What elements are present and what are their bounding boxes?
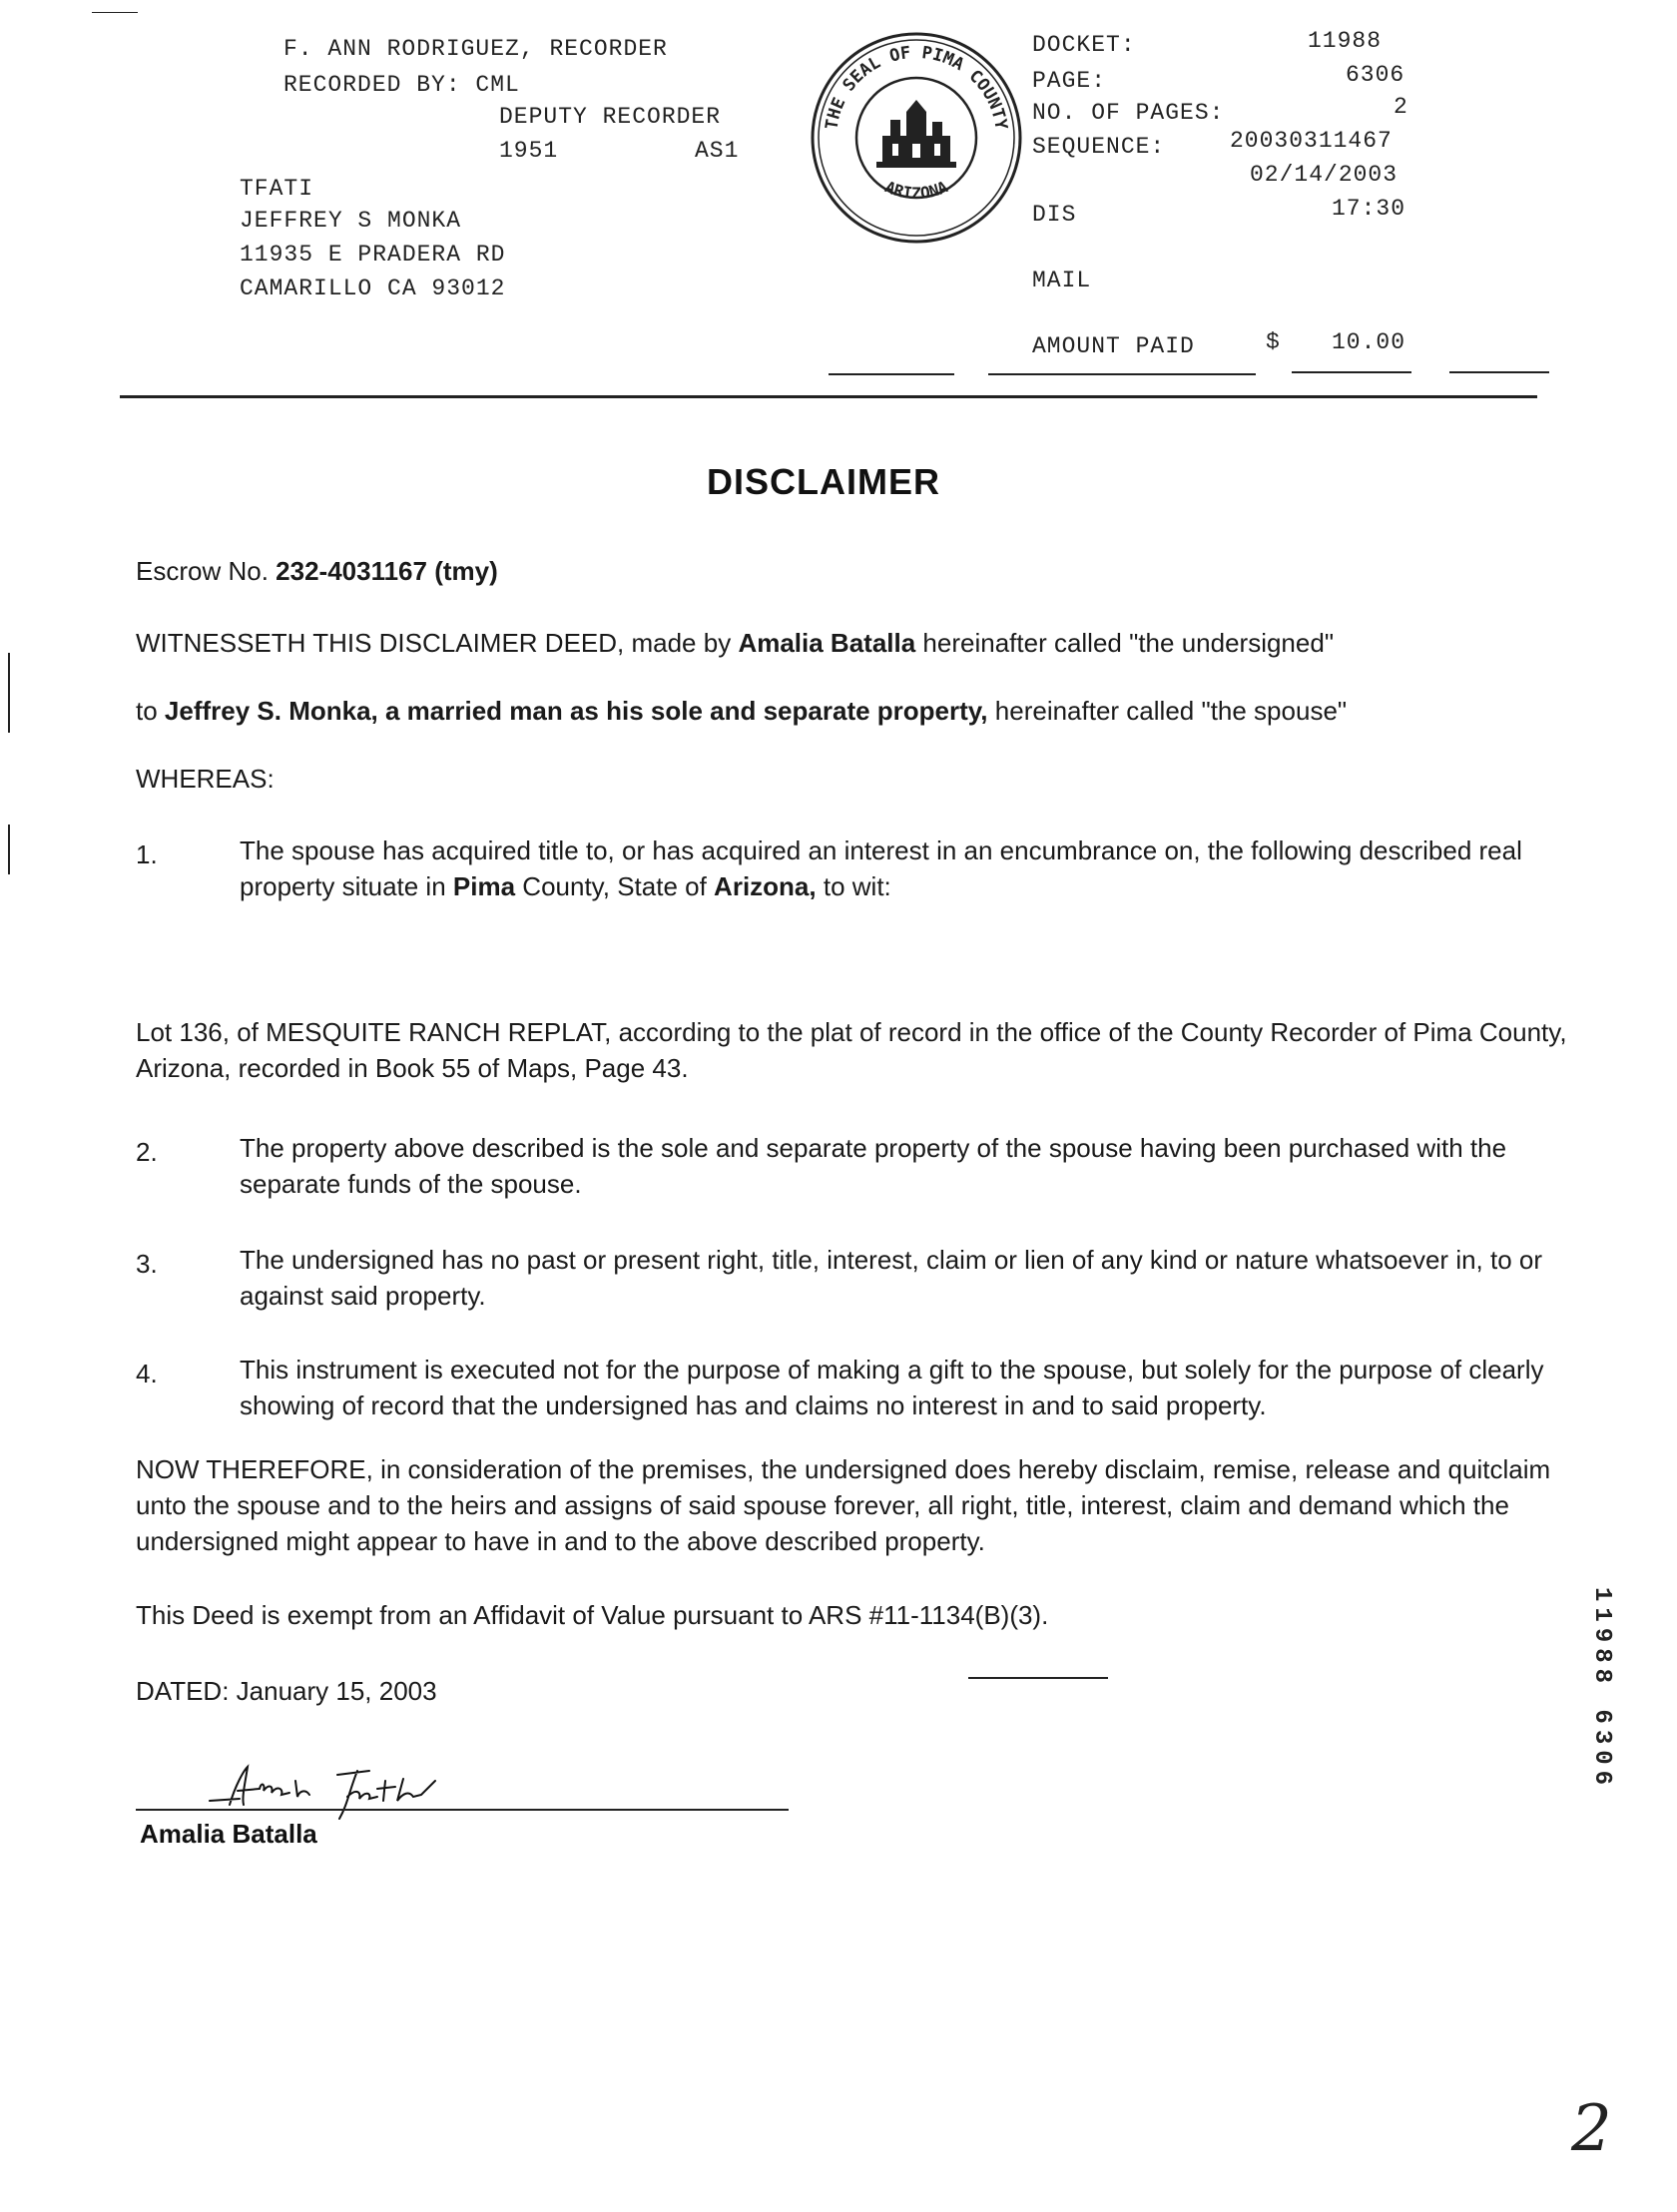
item-4-text: This instrument is executed not for the purpose of making a gift to the spouse, but solely for the purpose of clearly showing of record that the undersigned has and claims no interest in and to said property.	[240, 1355, 1544, 1420]
docket-value: 11988	[1308, 28, 1383, 54]
item-1-text	[240, 832, 1597, 904]
item-2-text: The property above described is the sole and separate property of the spouse having been purchased with the separate funds of the spouse.	[240, 1133, 1507, 1199]
header-underline-short-4	[1449, 371, 1549, 373]
county-seal	[807, 28, 1026, 248]
signature-line	[136, 1809, 789, 1811]
page-value: 6306	[1346, 62, 1405, 88]
recorder-code-2: AS1	[695, 138, 740, 164]
item-4-number: 4.	[136, 1359, 158, 1388]
item-1-number: 1.	[136, 839, 158, 869]
header-underline-short-2	[988, 373, 1256, 375]
item-3-number: 3.	[136, 1249, 158, 1279]
amount-paid-value: 10.00	[1332, 329, 1406, 355]
deputy-recorder: DEPUTY RECORDER	[499, 104, 722, 130]
item-1-text-c: to wit:	[823, 871, 891, 901]
item-1-text-b: County, State of	[522, 871, 707, 901]
dated-value: January 15, 2003	[236, 1676, 437, 1706]
mail-label: MAIL	[1032, 268, 1092, 293]
dated-label: DATED:	[136, 1676, 230, 1706]
header-divider	[120, 395, 1537, 398]
witnesseth-line	[136, 625, 1334, 661]
mail-to-line-4: CAMARILLO CA 93012	[240, 276, 506, 301]
legal-description: Lot 136, of MESQUITE RANCH REPLAT, according to the plat of record in the office of the County Recorder of Pima County, Arizona, recorded in Book 55 of Maps, Page 43.	[136, 1017, 1567, 1083]
recording-date: 02/14/2003	[1250, 162, 1398, 188]
mail-to-line-1: TFATI	[240, 176, 314, 202]
document-title: DISCLAIMER	[707, 461, 940, 502]
header-underline-short-3	[1292, 371, 1411, 373]
docket-label: DOCKET:	[1032, 32, 1136, 58]
handwritten-page-mark: 2	[1571, 2092, 1612, 2166]
header-underline-short-1	[829, 373, 954, 375]
recording-time: 17:30	[1332, 196, 1406, 222]
grantee-prefix: to	[136, 696, 158, 726]
undersigned-name: Amalia Batalla	[738, 628, 916, 658]
item-3-text: The undersigned has no past or present right, title, interest, claim or lien of any kind or nature whatsoever in, to or against said property.	[240, 1245, 1543, 1311]
seal-text-top: THE SEAL OF PIMA COUNTY	[822, 43, 1011, 132]
item-1-text-a: The spouse has acquired title to, or has acquired an interest in an encumbrance on, the following described real property situate in	[240, 835, 1522, 901]
recorded-by: RECORDED BY: CML	[283, 72, 520, 98]
grantee-name: Jeffrey S. Monka, a married man as his sole and separate property,	[164, 696, 988, 726]
amount-currency: $	[1266, 329, 1281, 355]
scan-artifact-margin-1	[8, 653, 10, 733]
item-2-number: 2.	[136, 1137, 158, 1167]
scan-artifact-margin-2	[8, 825, 10, 874]
witnesseth-prefix: WITNESSETH THIS DISCLAIMER DEED, made by	[136, 628, 732, 658]
margin-stamp: 11988 6306	[1588, 1587, 1615, 1792]
recorder-code-1: 1951	[499, 138, 559, 164]
mail-to-line-2: JEFFREY S MONKA	[240, 208, 462, 234]
dis-label: DIS	[1032, 202, 1077, 228]
whereas-heading: WHEREAS:	[136, 764, 275, 794]
scan-artifact-line	[92, 12, 138, 13]
pages-label: NO. OF PAGES:	[1032, 100, 1225, 126]
stray-rule	[968, 1677, 1108, 1679]
pages-value: 2	[1394, 94, 1408, 120]
exemption-statement: This Deed is exempt from an Affidavit of Value pursuant to ARS #11-1134(B)(3).	[136, 1600, 1049, 1630]
witnesseth-suffix: hereinafter called "the undersigned"	[922, 628, 1335, 658]
seal-text-bottom: ARIZONA	[881, 177, 951, 204]
sequence-value: 20030311467	[1230, 128, 1393, 154]
grantee-suffix: hereinafter called "the spouse"	[994, 696, 1348, 726]
seal-building-emblem	[876, 100, 956, 168]
now-therefore-clause: NOW THEREFORE, in consideration of the premises, the undersigned does hereby disclaim, remise, release and quitclaim unto the spouse and to the heirs and assigns of said spouse forever, all right, title, interest, claim and demand which the undersigned might appear to have in and to the above described property.	[136, 1454, 1551, 1556]
page-label: PAGE:	[1032, 68, 1107, 94]
item-1-county: Pima	[452, 871, 516, 901]
recorder-name: F. ANN RODRIGUEZ, RECORDER	[283, 36, 668, 62]
escrow-line	[136, 553, 498, 589]
svg-text:ARIZONA	[882, 177, 951, 203]
signer-name: Amalia Batalla	[140, 1819, 317, 1849]
escrow-label: Escrow No.	[136, 556, 269, 586]
sequence-label: SEQUENCE:	[1032, 134, 1166, 160]
grantee-line	[136, 693, 1347, 729]
amount-paid-label: AMOUNT PAID	[1032, 333, 1195, 359]
item-1-state: Arizona,	[714, 871, 817, 901]
mail-to-line-3: 11935 E PRADERA RD	[240, 242, 506, 268]
escrow-number: 232-4031167 (tmy)	[276, 556, 498, 586]
dated-line	[136, 1673, 437, 1709]
